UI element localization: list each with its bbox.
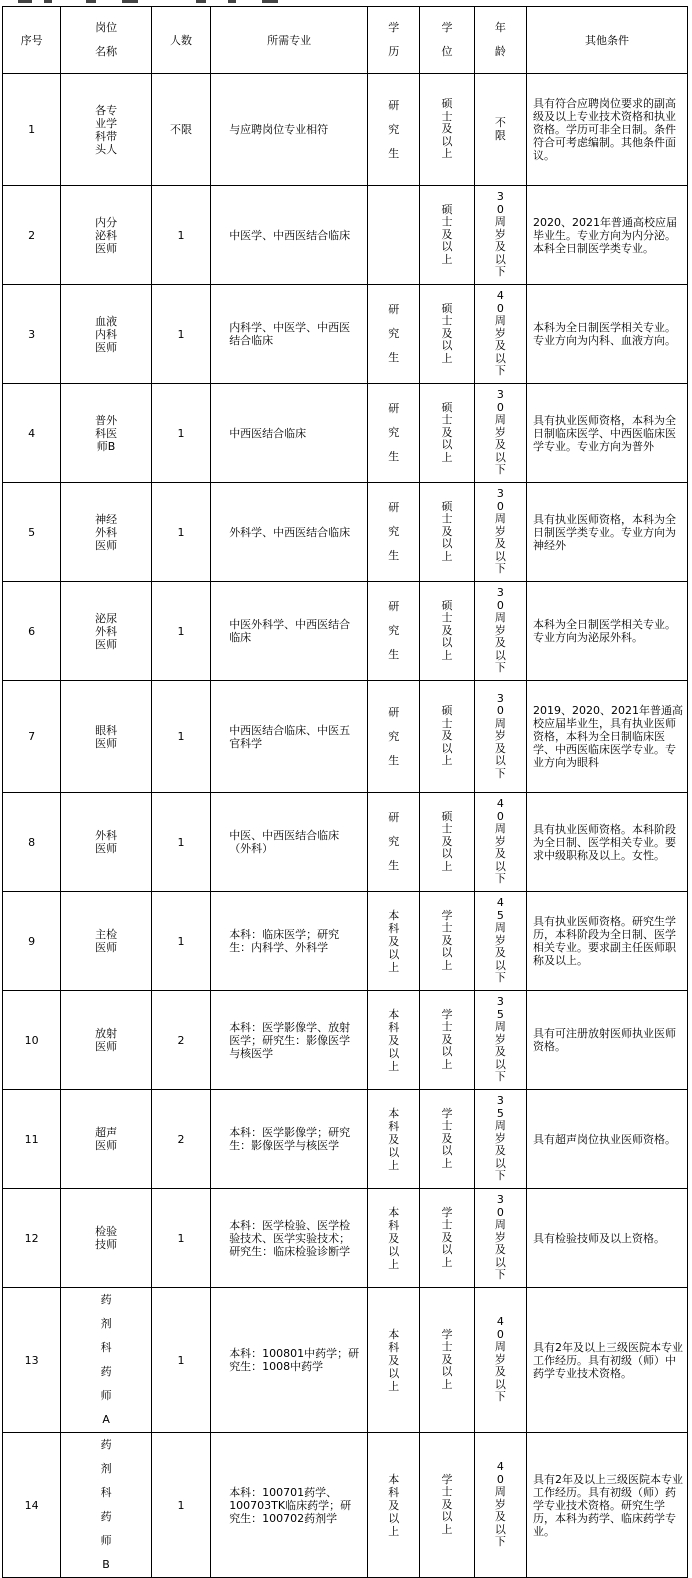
recruitment-table	[2, 6, 688, 1578]
row-other-conditions: 具有执业医师资格。研究生学历，本科阶段为全日制、医学相关专业。要求副主任医师职称及以上。	[533, 915, 676, 967]
row-age: 40周岁及以下	[494, 797, 506, 886]
row-age: 30周岁及以下	[494, 388, 506, 477]
row-major: 内科学、中医学、中西医结合临床	[229, 321, 351, 347]
row-no: 3	[28, 327, 36, 341]
row-major: 外科学、中西医结合临床	[229, 525, 351, 539]
table-row	[3, 186, 688, 285]
row-count: 1	[177, 228, 185, 242]
row-other-conditions: 具有超声岗位执业医师资格。	[533, 1132, 676, 1146]
row-major: 本科：医学检验、医学检验技术、医学实验技术；研究生：临床检验诊断学	[229, 1218, 351, 1258]
row-other-conditions: 具有2年及以上三级医院本专业工作经历。具有初级（师）药学专业技术资格。研究生学历，本科为药学、临床药学专业。	[533, 1472, 683, 1538]
row-no: 2	[28, 228, 36, 242]
table-row	[3, 582, 688, 681]
row-education: 本科及以上	[388, 1106, 400, 1172]
row-other-conditions: 具有检验技师及以上资格。	[533, 1231, 665, 1245]
row-major: 中西医结合临床	[229, 426, 307, 440]
row-age: 不限	[494, 116, 506, 142]
row-education: 研究生	[388, 501, 400, 562]
table-row	[3, 384, 688, 483]
row-degree: 硕士及以上	[441, 301, 453, 365]
row-count: 1	[177, 327, 185, 341]
row-post-name: 各专业学科带头人	[95, 103, 118, 156]
row-degree: 学士及以上	[441, 1106, 453, 1170]
row-other-conditions: 2020、2021年普通高校应届毕业生。专业方向为内分泌。本科全日制医学类专业。	[533, 215, 677, 255]
row-education: 研究生	[388, 303, 400, 364]
row-degree: 硕士及以上	[441, 202, 453, 266]
row-count: 1	[177, 426, 185, 440]
row-post-name: 眼科医师	[95, 723, 118, 750]
row-other-conditions: 具有可注册放射医师执业医师资格。	[533, 1027, 676, 1053]
row-count: 1	[177, 1353, 185, 1367]
row-no: 14	[24, 1498, 39, 1512]
row-major: 与应聘岗位专业相符	[229, 123, 329, 136]
row-count: 1	[177, 835, 185, 849]
row-no: 10	[24, 1033, 39, 1047]
table-row	[3, 1433, 688, 1578]
row-degree: 学士及以上	[441, 1472, 453, 1536]
row-count: 1	[177, 934, 185, 948]
row-no: 7	[28, 730, 36, 743]
header-count: 人数	[151, 7, 210, 74]
row-other-conditions: 具有执业医师资格。本科阶段为全日制、医学相关专业。要求中级职称及以上。女性。	[533, 822, 676, 862]
row-age: 45周岁及以下	[494, 896, 506, 985]
row-major: 本科：100801中药学；研究生：1008中药学	[229, 1347, 360, 1373]
header-row	[3, 7, 688, 74]
table-row	[3, 991, 688, 1090]
row-degree: 硕士及以上	[441, 499, 453, 563]
table-row	[3, 1288, 688, 1433]
row-other-conditions: 具有符合应聘岗位要求的副高级及以上专业技术资格和执业资格。学历可非全日制。条件符合可考虑编制。其他条件面议。	[533, 97, 676, 162]
row-education: 本科及以上	[388, 1327, 400, 1393]
row-education: 研究生	[388, 600, 400, 661]
header-education: 学历	[388, 21, 400, 58]
row-degree: 学士及以上	[441, 1327, 453, 1391]
row-other-conditions: 具有2年及以上三级医院本专业工作经历。具有初级（师）中药学专业技术资格。	[533, 1340, 683, 1380]
row-major: 本科：100701药学、100703TK临床药学；研究生：100702药剂学	[229, 1485, 352, 1525]
header-age: 年龄	[494, 21, 506, 58]
row-no: 9	[28, 934, 36, 948]
row-count: 1	[177, 1231, 185, 1245]
row-age: 30周岁及以下	[494, 691, 506, 780]
table-row	[3, 1090, 688, 1189]
row-degree: 硕士及以上	[441, 598, 453, 662]
row-count: 2	[177, 1132, 185, 1146]
table-row	[3, 74, 688, 186]
row-education: 研究生	[388, 402, 400, 463]
row-post-name: 药剂科药师A	[100, 1293, 112, 1426]
row-degree: 学士及以上	[441, 1205, 453, 1269]
row-education: 本科及以上	[388, 908, 400, 974]
row-no: 5	[28, 525, 36, 539]
row-post-name: 主检医师	[95, 928, 118, 954]
row-other-conditions: 本科为全日制医学相关专业。专业方向为内科、血液方向。	[533, 321, 676, 347]
row-post-name: 血液内科医师	[95, 314, 118, 354]
row-age: 30周岁及以下	[494, 1193, 506, 1282]
row-major: 中医、中西医结合临床（外科）	[229, 829, 340, 855]
row-age: 35周岁及以下	[494, 995, 506, 1084]
table-row	[3, 285, 688, 384]
row-degree: 硕士及以上	[441, 809, 453, 873]
row-education: 本科及以上	[388, 1007, 400, 1073]
row-degree: 学士及以上	[441, 908, 453, 972]
table-row	[3, 483, 688, 582]
row-no: 8	[28, 835, 36, 849]
table-row	[3, 892, 688, 991]
row-post-name: 普外科医师B	[95, 413, 118, 453]
row-age: 40周岁及以下	[494, 1460, 506, 1549]
row-major: 本科：临床医学；研究生：内科学、外科学	[229, 928, 340, 954]
row-other-conditions: 本科为全日制医学相关专业。专业方向为泌尿外科。	[533, 618, 676, 644]
row-count: 2	[177, 1033, 185, 1047]
row-age: 35周岁及以下	[494, 1094, 506, 1183]
row-no: 1	[28, 123, 36, 136]
row-no: 12	[24, 1231, 39, 1245]
row-no: 11	[24, 1132, 39, 1146]
header-degree: 学位	[441, 21, 453, 58]
table-row	[3, 793, 688, 892]
row-degree: 硕士及以上	[441, 97, 453, 161]
row-education: 研究生	[388, 98, 400, 160]
row-post-name: 药剂科药师B	[100, 1438, 112, 1571]
row-age: 30周岁及以下	[494, 487, 506, 576]
row-no: 13	[24, 1353, 39, 1367]
header-post-name: 岗位名称	[95, 21, 118, 58]
table-row	[3, 1189, 688, 1288]
row-count: 1	[177, 730, 185, 743]
header-other: 其他条件	[527, 7, 688, 74]
row-post-name: 外科医师	[95, 829, 118, 855]
row-no: 4	[28, 426, 36, 440]
row-other-conditions: 2019、2020、2021年普通高校应届毕业生，具有执业医师资格，本科为全日制临床医学、中西医临床医学专业。专业方向为眼科	[533, 704, 683, 769]
row-age: 40周岁及以下	[494, 1315, 506, 1404]
row-post-name: 内分泌科医师	[95, 215, 118, 255]
row-major: 中西医结合临床、中医五官科学	[229, 723, 351, 750]
row-degree: 硕士及以上	[441, 704, 453, 768]
row-major: 本科：医学影像学；研究生：影像医学与核医学	[229, 1126, 351, 1152]
table-body	[3, 74, 688, 1578]
header-no: 序号	[3, 7, 61, 74]
row-no: 6	[28, 624, 36, 638]
row-count: 1	[177, 525, 185, 539]
row-education: 本科及以上	[388, 1472, 400, 1538]
row-post-name: 检验技师	[95, 1225, 118, 1251]
row-education: 本科及以上	[388, 1205, 400, 1271]
row-age: 40周岁及以下	[494, 289, 506, 378]
row-education: 研究生	[388, 705, 400, 767]
row-age: 30周岁及以下	[494, 586, 506, 675]
row-major: 中医学、中西医结合临床	[229, 228, 351, 242]
row-degree: 硕士及以上	[441, 400, 453, 464]
row-post-name: 超声医师	[95, 1126, 118, 1152]
row-age: 30周岁及以下	[494, 190, 506, 279]
row-other-conditions: 具有执业医师资格，本科为全日制医学类专业。专业方向为神经外	[533, 512, 676, 552]
header-major: 所需专业	[211, 7, 368, 74]
table-row	[3, 681, 688, 793]
row-education: 研究生	[388, 811, 400, 872]
row-count: 1	[177, 624, 185, 638]
row-other-conditions: 具有执业医师资格，本科为全日制临床医学、中西医临床医学专业。专业方向为普外	[533, 413, 676, 453]
row-degree: 学士及以上	[441, 1007, 453, 1071]
row-count: 1	[177, 1498, 185, 1512]
row-post-name: 泌尿外科医师	[95, 611, 118, 651]
row-post-name: 神经外科医师	[95, 512, 118, 552]
row-post-name: 放射医师	[95, 1027, 118, 1053]
row-count: 不限	[170, 123, 193, 136]
row-major: 中医外科学、中西医结合临床	[229, 618, 351, 644]
row-major: 本科：医学影像学、放射医学；研究生：影像医学与核医学	[229, 1020, 351, 1060]
